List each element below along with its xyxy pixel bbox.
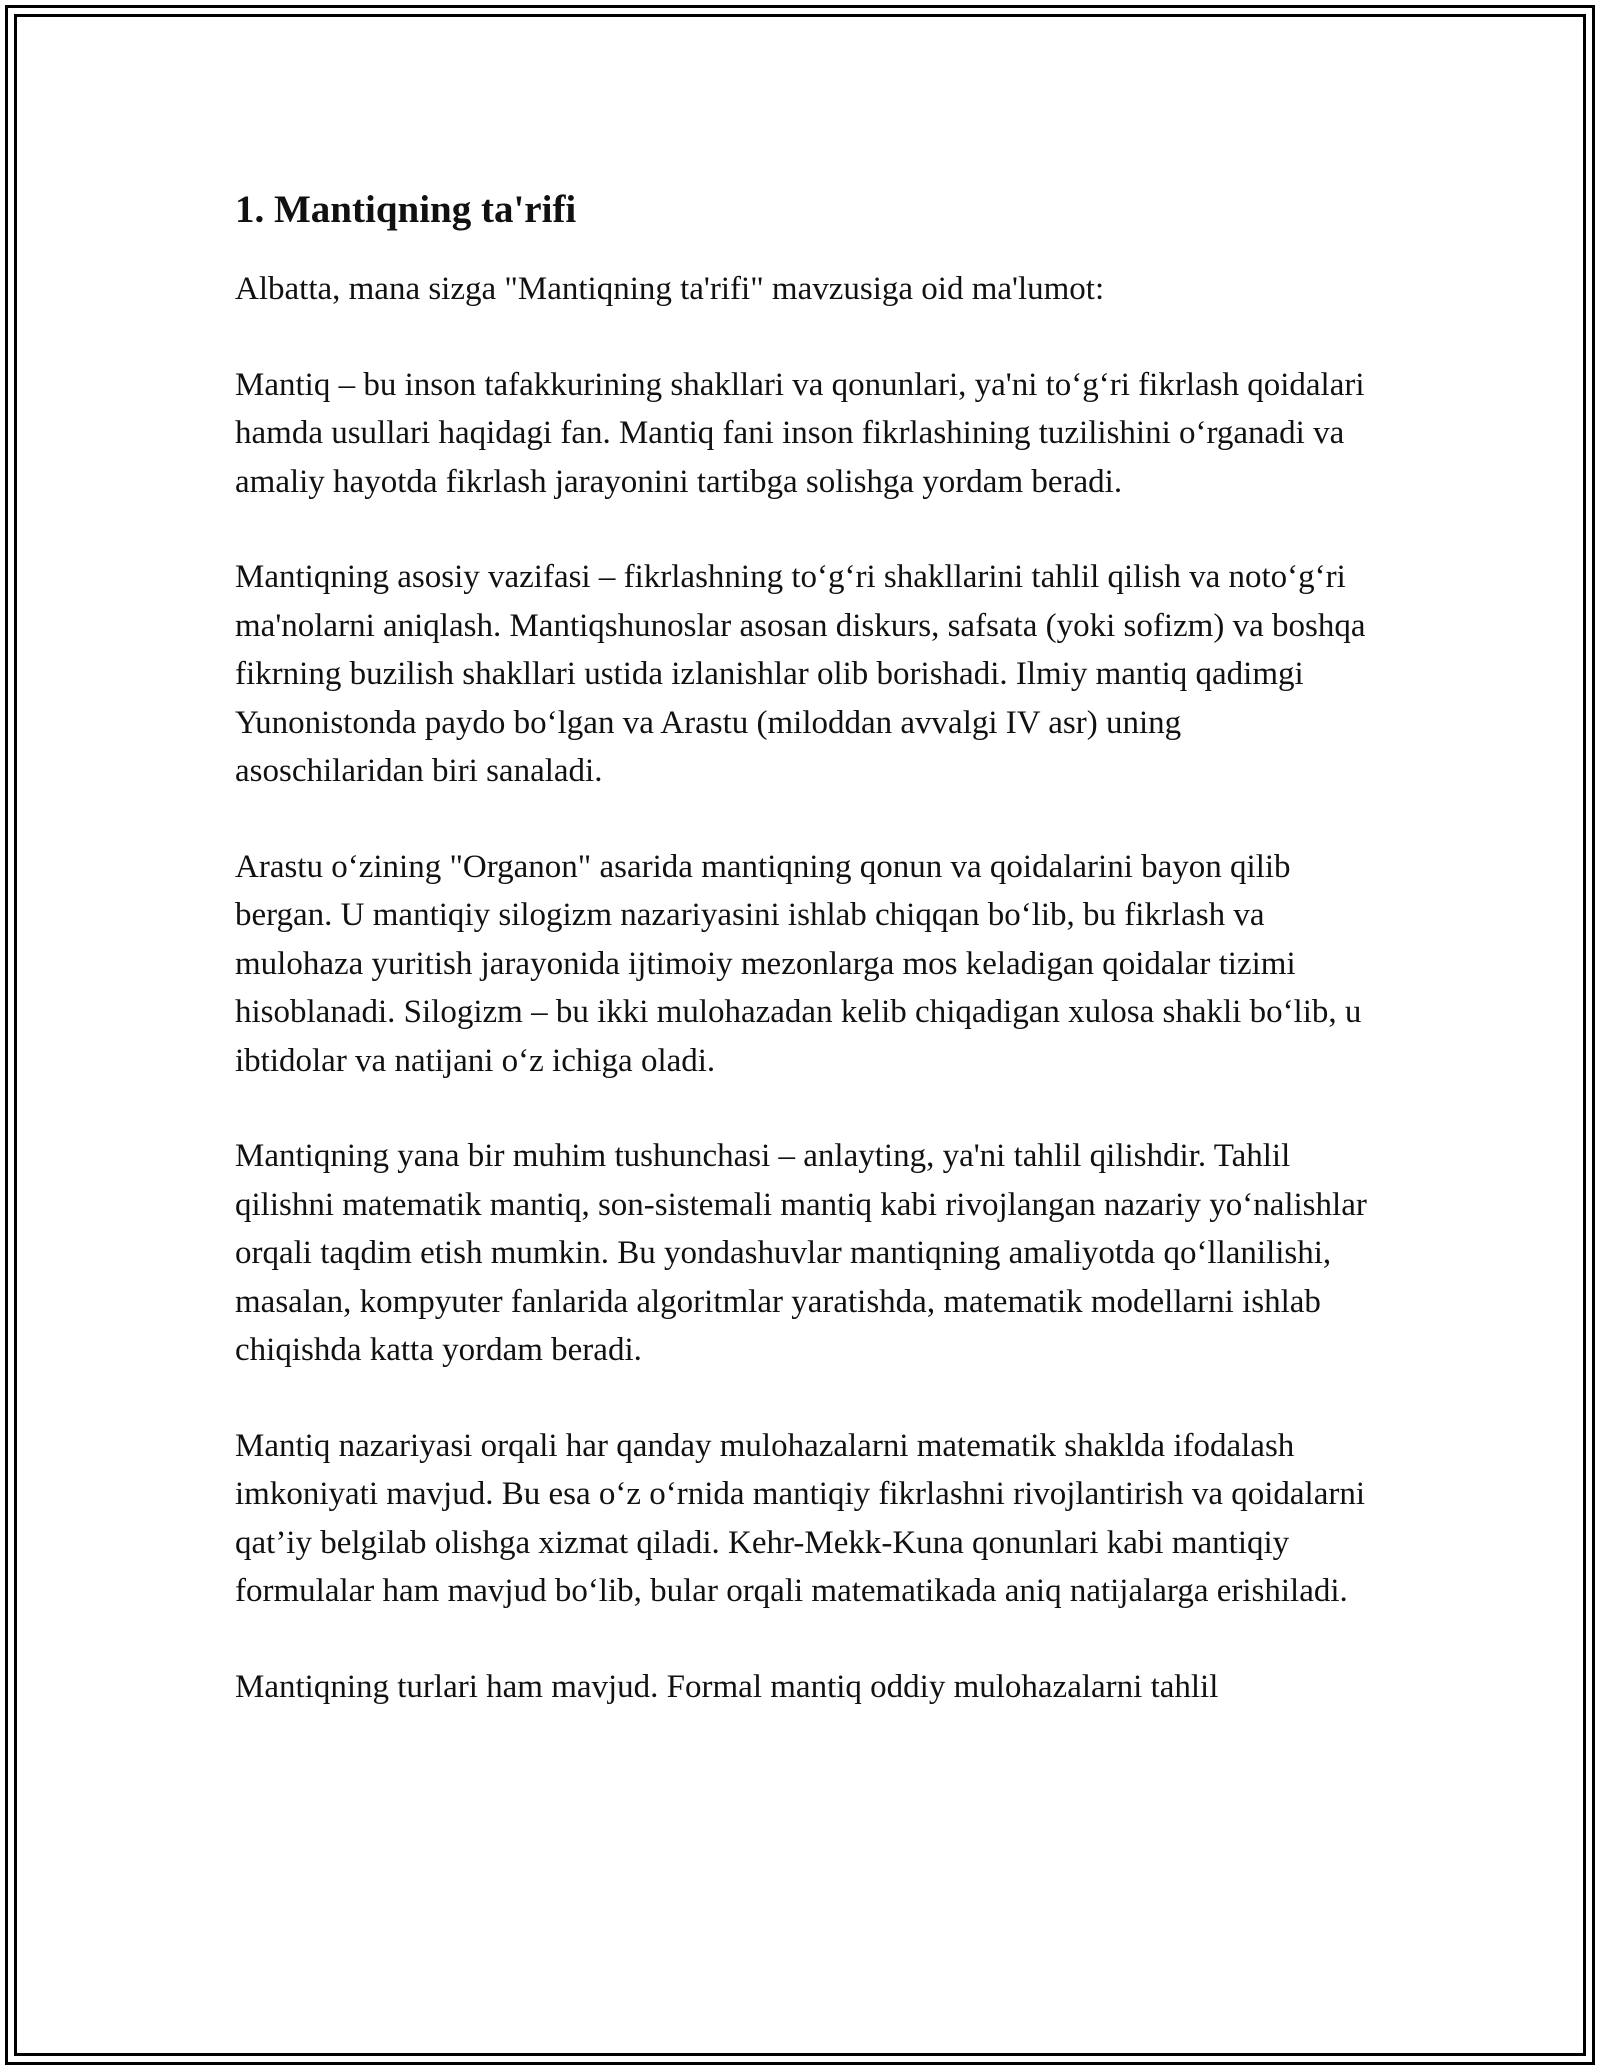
section-heading: 1. Mantiqning ta'rifi [235,188,577,231]
document-body [235,185,1375,1758]
paragraph-analysis: Mantiqning yana bir muhim tushunchasi – anlayting, ya'ni tahlil qilishdir. Tahlil qilishni matematik mantiq, son-sistemali mantiq kabi rivojlangan nazariy yo‘nalishlar orqali taqdim etish mumkin. Bu yondashuvlar mantiqning amaliyotda qo‘llanilishi, masalan, kompyuter fanlarida algoritmlar yaratishda, matematik modellarni ishlab chiqishda katta yordam beradi. [235,1138,1367,1368]
paragraph-main-task: Mantiqning asosiy vazifasi – fikrlashning to‘g‘ri shakllarini tahlil qilish va noto‘g‘ri ma'nolarni aniqlash. Mantiqshunoslar asosan diskurs, safsata (yoki sofizm) va boshqa fikrning buzilish shakllari ustida izlanishlar olib borishadi. Ilmiy mantiq qadimgi Yunonistonda paydo bo‘lgan va Arastu (miloddan avvalgi IV asr) uning asoschilaridan biri sanaladi. [235,559,1366,789]
paragraph-intro: Albatta, mana sizga "Mantiqning ta'rifi" mavzusiga oid ma'lumot: [235,271,1105,307]
paragraph-types: Mantiqning turlari ham mavjud. Formal mantiq oddiy mulohazalarni tahlil [235,1668,1219,1705]
paragraph-theory: Mantiq nazariyasi orqali har qanday mulohazalarni matematik shaklda ifodalash imkoniyati mavjud. Bu esa o‘z o‘rnida mantiqiy fikrlashni rivojlantirish va qoidalarni qat’iy belgilab olishga xizmat qiladi. Kehr-Mekk-Kuna qonunlari kabi mantiqiy formulalar ham mavjud bo‘lib, bular orqali matematikada aniq natijalarga erishiladi. [235,1427,1366,1609]
paragraph-definition: Mantiq – bu inson tafakkurining shakllari va qonunlari, ya'ni to‘g‘ri fikrlash qoidalari hamda usullari haqidagi fan. Mantiq fani inson fikrlashining tuzilishini o‘rganadi va amaliy hayotda fikrlash jarayonini tartibga solishga yordam beradi. [235,366,1365,500]
paragraph-aristotle: Arastu o‘zining "Organon" asarida mantiqning qonun va qoidalarini bayon qilib bergan. U mantiqiy silogizm nazariyasini ishlab chiqqan bo‘lib, bu fikrlash va mulohaza yuritish jarayonida ijtimoiy mezonlarga mos keladigan qoidalar tizimi hisoblanadi. Silogizm – bu ikki mulohazadan kelib chiqadigan xulosa shakli bo‘lib, u ibtidolar va natijani o‘z ichiga oladi. [235,848,1362,1079]
